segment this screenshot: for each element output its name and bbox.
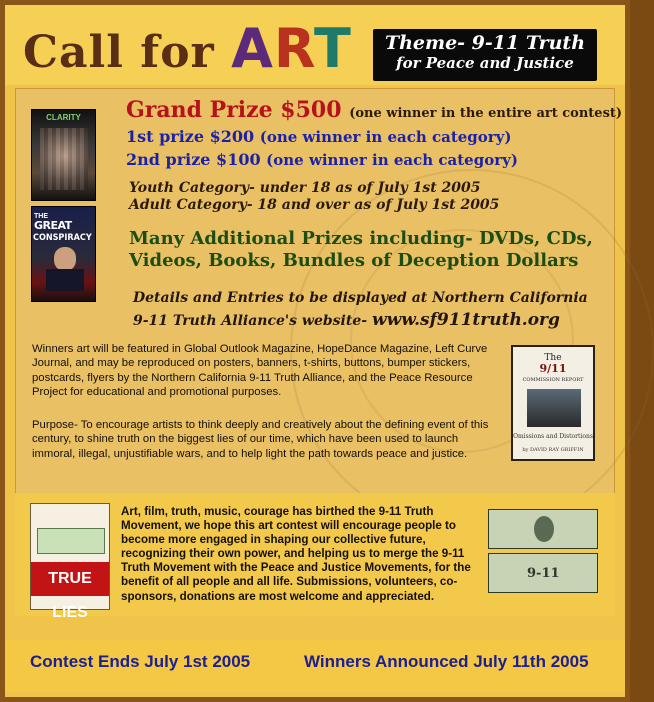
clarity-cover-title: CLARITY <box>46 113 81 122</box>
details-text <box>133 287 603 332</box>
website-url: www.sf911truth.org <box>371 310 560 330</box>
poster-header <box>5 5 625 85</box>
closing-paragraph: Art, film, truth, music, courage has birthed the 9-11 Truth Movement, we hope this art contest will encourage people to become more engaged in shaping our collective future, recognizing their own power, and helping us to merge the 9-11 Truth Movement with the Peace and Justice Movements, for the benefit of all people and all life. Submissions, volunteers, co-sponsors, donations are most welcome and appreciated. <box>121 505 471 603</box>
true-lies-cover-image <box>30 503 110 621</box>
report-cover-title: 9/11 <box>539 362 567 375</box>
deception-dollars-image <box>488 509 598 593</box>
report-cover-author: by DAVID RAY GRIFFIN <box>522 447 584 453</box>
winners-announced-date: Winners Announced July 11th 2005 <box>304 652 589 671</box>
second-prize-note: (one winner in each category) <box>266 151 518 169</box>
first-prize <box>126 127 512 146</box>
true-lies-cover-banknote <box>37 528 105 554</box>
second-prize <box>126 150 518 169</box>
conspiracy-cover-figure <box>46 269 84 291</box>
adult-category: Adult Category- 18 and over as of July 1st 2005 <box>129 197 500 213</box>
additional-prizes: Many Additional Prizes including- DVDs, CDs, Videos, Books, Bundles of Deception Dollars <box>129 228 593 271</box>
title-art-letter-r: R <box>273 17 315 80</box>
contest-ends-date: Contest Ends July 1st 2005 <box>30 652 251 671</box>
youth-category: Youth Category- under 18 as of July 1st 2005 <box>129 180 481 196</box>
conspiracy-cover-great: GREAT <box>34 219 72 232</box>
clarity-cover-image <box>31 109 96 201</box>
title-art-letter-t: T <box>314 17 352 80</box>
deception-dollar-front <box>488 509 598 549</box>
commission-report-cover-image <box>511 345 595 461</box>
winners-paragraph: Winners art will be featured in Global Outlook Magazine, HopeDance Magazine, Left Curve Journal, and may be reproduced on posters, banners, t-shirts, buttons, bumper stickers, postcards, flyers by the Northern California 9-11 Truth Alliance, and the Peace Resource Project for educational and promotional purposes. <box>32 343 488 399</box>
bill-portrait <box>534 516 554 542</box>
theme-box <box>373 29 597 81</box>
grand-prize-label: Grand Prize $500 <box>126 97 342 123</box>
details-website-label: 9-11 Truth Alliance's website- <box>133 313 368 329</box>
theme-line-2: for Peace and Justice <box>396 54 574 72</box>
theme-line-1: Theme- 9-11 Truth <box>384 32 586 54</box>
bill-label: 9-11 <box>527 566 560 581</box>
title-art-letter-a: A <box>231 17 274 80</box>
report-cover-subtitle: COMMISSION REPORT <box>522 377 584 383</box>
first-prize-note: (one winner in each category) <box>259 128 512 146</box>
conspiracy-cover-conspiracy: CONSPIRACY <box>33 233 92 243</box>
conspiracy-cover-face <box>54 247 76 271</box>
report-cover-the: The <box>544 353 562 363</box>
details-line-1: Details and Entries to be displayed at Northern California <box>133 290 588 306</box>
conspiracy-cover-the: THE <box>34 213 48 220</box>
poster-title <box>23 17 352 80</box>
first-prize-label: 1st prize $200 <box>126 127 255 146</box>
great-conspiracy-cover-image <box>31 206 96 302</box>
deception-dollar-back <box>488 553 598 593</box>
second-prize-label: 2nd prize $100 <box>126 150 261 169</box>
report-cover-caption: Omissions and Distortions <box>513 433 593 440</box>
grand-prize <box>126 97 622 123</box>
details-line-2 <box>133 309 603 332</box>
purpose-paragraph: Purpose- To encourage artists to think deeply and creatively about the defining event of this century, to shine truth on the biggest lies of our time, which have been used to launch immoral, illegal, unjustifiable wars, and to help light the path towards peace and justice. <box>32 419 489 460</box>
title-art <box>231 17 352 80</box>
title-call-for: Call for <box>23 27 215 78</box>
grand-prize-note: (one winner in the entire art contest) <box>349 106 623 121</box>
clarity-cover-face <box>40 128 88 190</box>
report-cover-photo <box>527 389 581 427</box>
true-lies-cover-title: TRUE LIES <box>31 562 109 596</box>
